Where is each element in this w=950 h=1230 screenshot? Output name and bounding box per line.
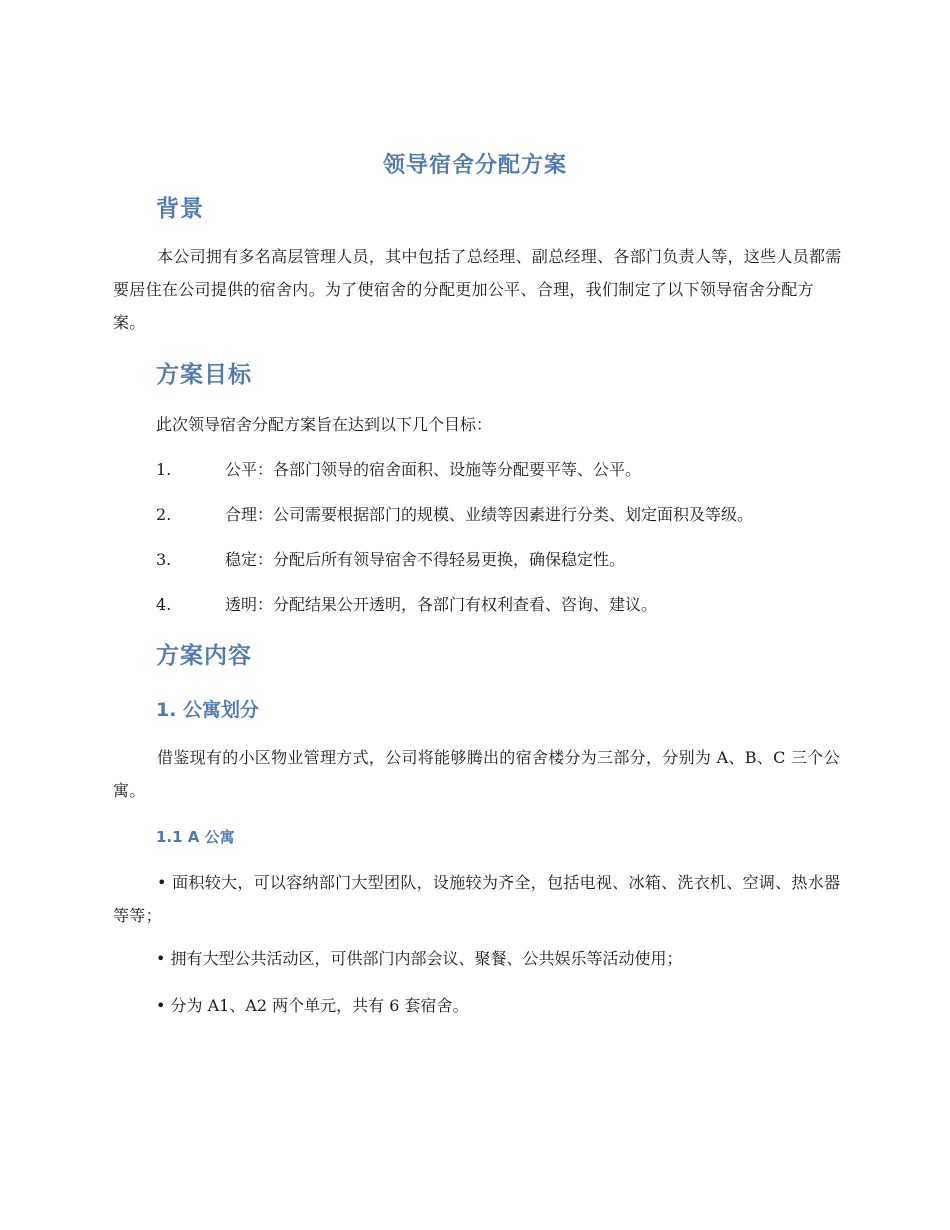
bullet-item: • 拥有大型公共活动区，可供部门内部会议、聚餐、公共娱乐等活动使用； <box>156 949 683 968</box>
list-item-text: 公平：各部门领导的宿舍面积、设施等分配要平等、公平。 <box>225 460 642 479</box>
list-item-number: 1. <box>156 460 172 479</box>
list-item-text: 合理：公司需要根据部门的规模、业绩等因素进行分类、划定面积及等级。 <box>225 505 754 524</box>
section-heading-background: 背景 <box>156 196 204 222</box>
goals-intro: 此次领导宿舍分配方案旨在达到以下几个目标： <box>156 415 493 434</box>
bullet-item: • 分为 A1、A2 两个单元，共有 6 套宿舍。 <box>156 996 469 1015</box>
list-item-number: 3. <box>156 550 172 569</box>
document-title: 领导宿舍分配方案 <box>382 153 567 178</box>
section-heading-content: 方案内容 <box>156 643 252 669</box>
list-item-text: 透明：分配结果公开透明，各部门有权利查看、咨询、建议。 <box>225 595 658 614</box>
bullet-item: • 面积较大，可以容纳部门大型团队，设施较为齐全，包括电视、冰箱、洗衣机、空调、热水器等等； <box>113 873 841 925</box>
list-item-text: 稳定：分配后所有领导宿舍不得轻易更换，确保稳定性。 <box>225 550 626 569</box>
list-item-number: 4. <box>156 595 172 614</box>
section-heading-goals: 方案目标 <box>156 362 252 388</box>
list-item-number: 2. <box>156 505 172 524</box>
subsubsection-heading-apartment-a: 1.1 A 公寓 <box>156 828 235 846</box>
apartment-division-paragraph: 借鉴现有的小区物业管理方式，公司将能够腾出的宿舍楼分为三部分，分别为 A、B、C 三个公寓。 <box>113 748 840 800</box>
background-paragraph: 本公司拥有多名高层管理人员，其中包括了总经理、副总经理、各部门负责人等，这些人员都需要居住在公司提供的宿舍内。为了使宿舍的分配更加公平、合理，我们制定了以下领导宿舍分配方案。 <box>113 247 842 332</box>
subsection-heading-apartment-division: 1. 公寓划分 <box>156 699 260 721</box>
